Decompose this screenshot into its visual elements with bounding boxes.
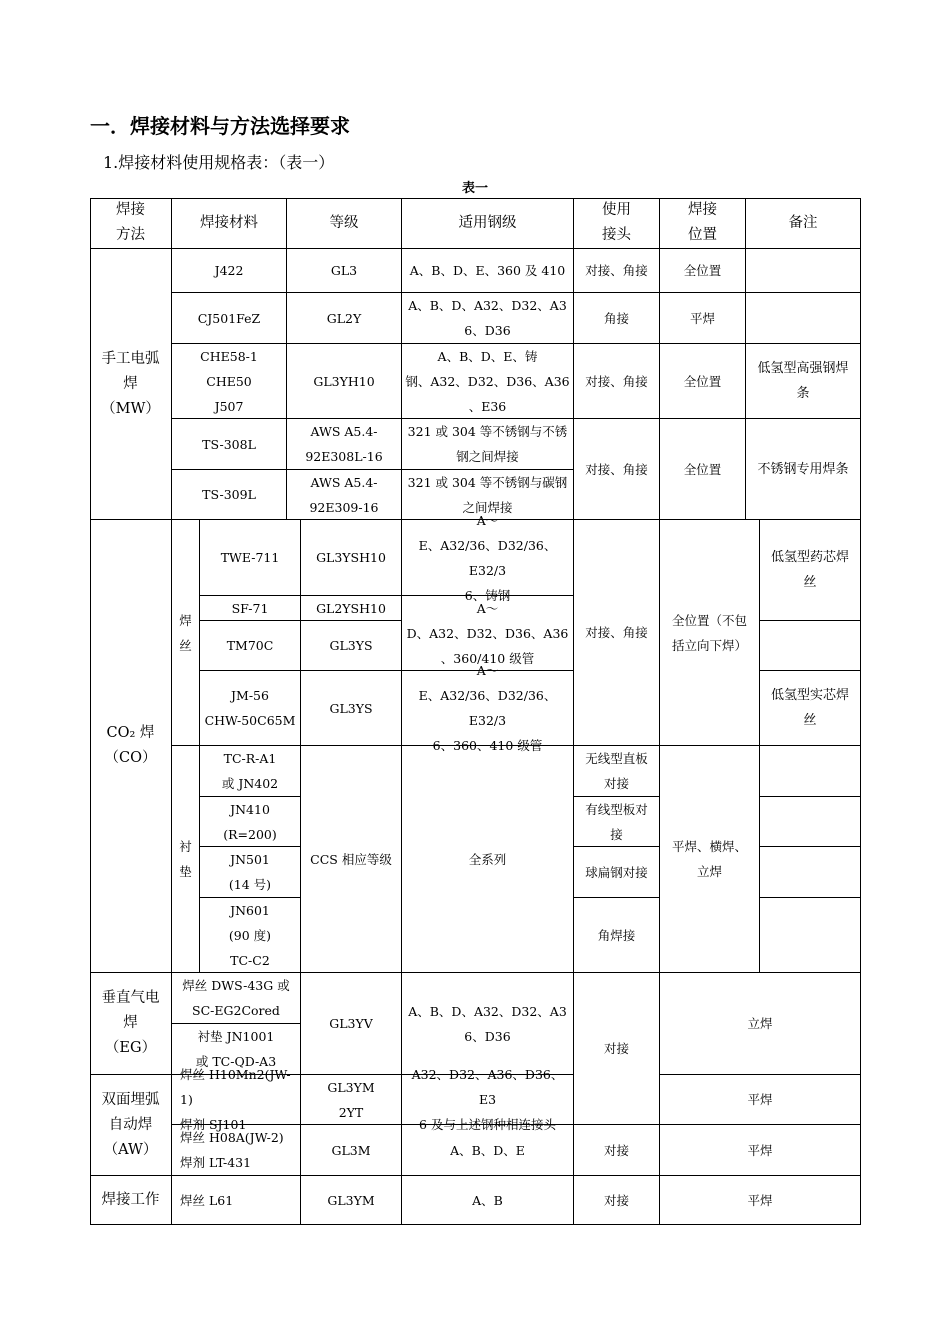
table-cell: A～ E、A32/36、D32/36、E32/3 6、360、410 级管	[402, 671, 574, 746]
table-cell: 对接、角接	[574, 344, 660, 419]
table-cell: 321 或 304 等不锈钢与不锈 钢之间焊接	[402, 419, 574, 470]
method-co2: CO₂ 焊 （CO）	[90, 520, 172, 973]
table-cell: 焊丝 H08A(JW-2) 焊剂 LT-431	[172, 1125, 301, 1176]
table-cell: A、B、D、A32、D32、A3 6、D36	[402, 293, 574, 344]
wire-label: 焊 丝	[172, 520, 200, 746]
table-cell: 角焊接	[574, 898, 660, 973]
table-cell: 对接	[574, 973, 660, 1125]
table-cell: 球扁钢对接	[574, 847, 660, 898]
table-cell: 321 或 304 等不锈钢与碳钢 之间焊接	[402, 470, 574, 520]
table-cell	[760, 847, 861, 898]
table-cell: GL2YSH10	[301, 596, 402, 621]
subsection-heading: 1.焊接材料使用规格表：（表一）	[103, 153, 335, 172]
method-mw: 手工电弧 焊 （MW）	[90, 249, 172, 520]
table-cell: GL3	[287, 249, 402, 293]
table-cell: 立焊	[660, 973, 861, 1075]
table-cell: TWE-711	[200, 520, 301, 596]
table-cell: 低氢型实芯焊 丝	[760, 671, 861, 746]
table-cell	[760, 621, 861, 671]
table-cell: A、B	[402, 1176, 574, 1225]
table-cell: JN601 (90 度) TC-C2	[200, 898, 301, 973]
table-cell: 对接	[574, 1176, 660, 1225]
table-cell: A～ E、A32/36、D32/36、E32/3 6、铸钢	[402, 520, 574, 596]
table-cell: CCS 相应等级	[301, 746, 402, 973]
table-cell: 低氢型高强钢焊 条	[746, 344, 861, 419]
table-cell: 不锈钢专用焊条	[746, 419, 861, 520]
table-cell: 全位置（不包 括立向下焊）	[660, 520, 760, 746]
table-cell: TC-R-A1 或 JN402	[200, 746, 301, 797]
header-joint: 使用 接头	[574, 198, 660, 249]
table-cell: GL3YS	[301, 621, 402, 671]
table-cell: 平焊	[660, 293, 746, 344]
table-cell: 全位置	[660, 249, 746, 293]
table-cell: CHE58-1 CHE50 J507	[172, 344, 287, 419]
section-heading: 一．焊接材料与方法选择要求	[90, 114, 350, 138]
table-cell: AWS A5.4- 92E308L-16	[287, 419, 402, 470]
table-cell: 焊丝 H10Mn2(JW-1) 焊剂 SJ101	[172, 1075, 301, 1125]
table-caption: 表一	[461, 181, 488, 196]
header-remark: 备注	[746, 198, 861, 249]
table-cell: 衬垫 JN1001 或 TC-QD-A3	[172, 1024, 301, 1075]
table-cell: 对接、角接	[574, 249, 660, 293]
header-grade: 等级	[287, 198, 402, 249]
method-work: 焊接工作	[90, 1176, 172, 1225]
table-cell: A、B、D、E、铸 钢、A32、D32、D36、A36 、E36	[402, 344, 574, 419]
table-cell: TS-309L	[172, 470, 287, 520]
table-cell: 焊丝 DWS-43G 或 SC-EG2Cored	[172, 973, 301, 1024]
table-cell: 平焊、横焊、 立焊	[660, 746, 760, 973]
table-cell: GL3YH10	[287, 344, 402, 419]
table-cell: CJ501FeZ	[172, 293, 287, 344]
table-cell: JN410 (R=200)	[200, 797, 301, 847]
header-steel: 适用钢级	[402, 198, 574, 249]
table-cell: TM70C	[200, 621, 301, 671]
table-cell: 角接	[574, 293, 660, 344]
table-cell: A、B、D、A32、D32、A3 6、D36	[402, 973, 574, 1075]
table-cell: JM-56 CHW-50C65M	[200, 671, 301, 746]
table-cell: 对接	[574, 1125, 660, 1176]
table-cell: GL3YM 2YT	[301, 1075, 402, 1125]
table-cell: 对接、角接	[574, 419, 660, 520]
table-cell: A～ D、A32、D32、D36、A36 、360/410 级管	[402, 596, 574, 671]
table-cell: 平焊	[660, 1176, 861, 1225]
table-cell: J422	[172, 249, 287, 293]
header-method: 焊接 方法	[90, 198, 172, 249]
table-cell: 全位置	[660, 419, 746, 520]
header-material: 焊接材料	[172, 198, 287, 249]
table-cell: GL3YS	[301, 671, 402, 746]
table-cell	[760, 797, 861, 847]
table-cell: JN501 (14 号)	[200, 847, 301, 898]
table-cell: A32、D32、A36、D36、E3 6 及与上述钢种相连接头	[402, 1075, 574, 1125]
table-cell: AWS A5.4- 92E309-16	[287, 470, 402, 520]
table-cell: 无线型直板 对接	[574, 746, 660, 797]
method-eg: 垂直气电 焊 （EG）	[90, 973, 172, 1075]
table-cell: 对接、角接	[574, 520, 660, 746]
table-cell: TS-308L	[172, 419, 287, 470]
table-cell: GL2Y	[287, 293, 402, 344]
method-aw: 双面埋弧 自动焊 （AW）	[90, 1075, 172, 1176]
table-cell	[760, 746, 861, 797]
table-cell: 有线型板对 接	[574, 797, 660, 847]
header-position: 焊接 位置	[660, 198, 746, 249]
table-cell: GL3YSH10	[301, 520, 402, 596]
table-cell	[746, 249, 861, 293]
table-cell: A、B、D、E、360 及 410	[402, 249, 574, 293]
table-cell: SF-71	[200, 596, 301, 621]
table-cell: 全系列	[402, 746, 574, 973]
table-cell: A、B、D、E	[402, 1125, 574, 1176]
table-cell: 低氢型药芯焊 丝	[760, 520, 861, 621]
table-cell: 平焊	[660, 1125, 861, 1176]
table-cell: 平焊	[660, 1075, 861, 1125]
table-cell	[760, 898, 861, 973]
table-cell: GL3M	[301, 1125, 402, 1176]
pad-label: 衬 垫	[172, 746, 200, 973]
table-cell	[746, 293, 861, 344]
table-cell: GL3YV	[301, 973, 402, 1075]
table-cell: 焊丝 L61	[172, 1176, 301, 1225]
table-cell: 全位置	[660, 344, 746, 419]
table-cell: GL3YM	[301, 1176, 402, 1225]
